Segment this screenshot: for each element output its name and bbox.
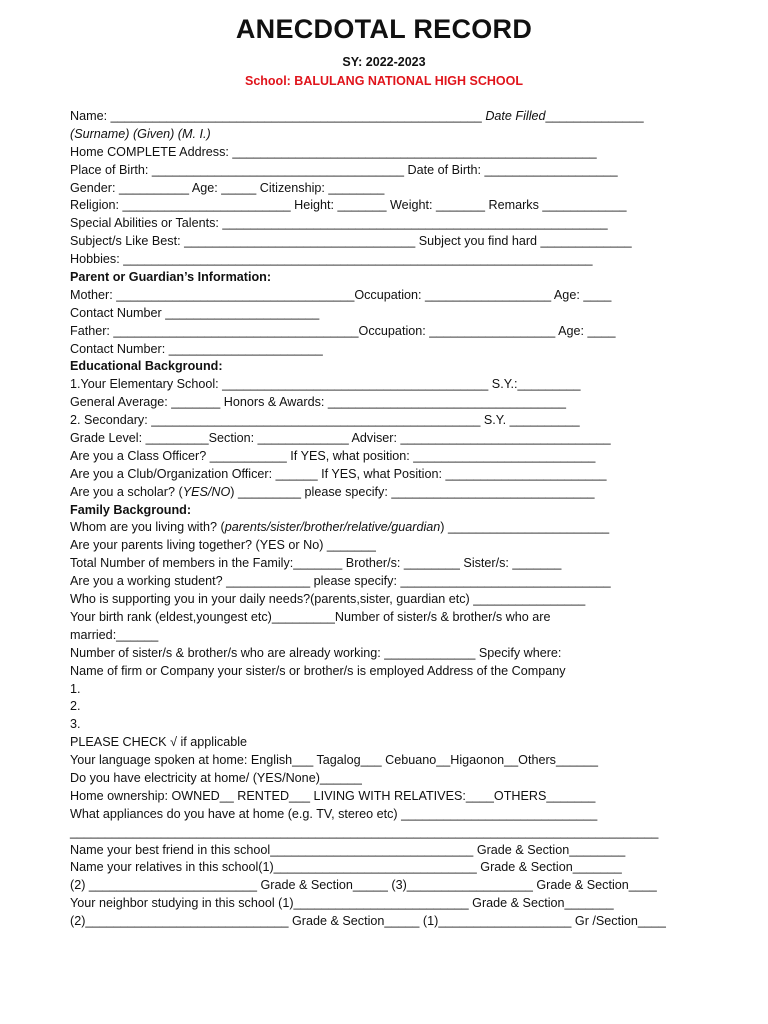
form-line — [70, 806, 710, 824]
form-line-text: What appliances do you have at home (e.g. TV, stereo etc) ____________________________ — [70, 806, 598, 821]
form-line-text: ) _________ please specify: _____________________________ — [230, 484, 595, 499]
form-line — [70, 341, 710, 359]
form-line-text: parents/sister/brother/relative/guardian — [224, 520, 441, 535]
form-line-text: (2)_____________________________ Grade & Section_____ (1)___________________ Gr /Section____ — [70, 914, 666, 929]
form-line-text: Are you a Club/Organization Officer: ______ If YES, what Position: _______________________ — [70, 466, 607, 481]
form-line — [70, 734, 710, 752]
form-line-text: 1. — [70, 681, 81, 696]
form-line-text: Father: ___________________________________Occupation: __________________ Age: ____ — [70, 323, 616, 338]
form-line-text: Whom are you living with? ( — [70, 520, 225, 535]
form-line — [70, 448, 710, 466]
form-line-text: Do you have electricity at home/ (YES/None)______ — [70, 770, 362, 785]
form-line-text: PLEASE CHECK √ if applicable — [70, 735, 248, 750]
form-line-text: Total Number of members in the Family:_______ Brother/s: ________ Sister/s: _______ — [70, 556, 562, 571]
form-line-text: Are you a scholar? ( — [70, 484, 183, 499]
form-line — [70, 573, 710, 591]
form-line-text: Your neighbor studying in this school (1)_________________________ Grade & Section_______ — [70, 896, 614, 911]
form-line-text: General Average: _______ Honors & Awards: __________________________________ — [70, 395, 567, 410]
form-line — [70, 537, 710, 555]
form-line-text: Educational Background: — [70, 359, 223, 374]
form-line — [70, 824, 710, 842]
form-line-text: Name: _____________________________________________________ — [70, 109, 486, 123]
form-line-text: Are you a working student? ____________ please specify: ______________________________ — [70, 574, 611, 589]
form-line — [70, 555, 710, 573]
section-heading — [70, 502, 710, 520]
form-line — [70, 770, 710, 788]
form-line-text: Parent or Guardian’s Information: — [70, 270, 272, 285]
form-line — [70, 108, 710, 126]
form-line — [70, 180, 710, 198]
school-name: School: BALULANG NATIONAL HIGH SCHOOL — [245, 74, 523, 88]
form-line-text: Family Background: — [70, 502, 192, 517]
form-line-text: YES/NO — [182, 484, 231, 499]
form-line-text: ______________ — [545, 109, 644, 123]
form-line-text: 2. — [70, 699, 81, 714]
form-line-text: Number of sister/s & brother/s who are already working: _____________ Specify where: — [70, 645, 562, 660]
form-line — [70, 233, 710, 251]
form-line-text: Your language spoken at home: English___ Tagalog___ Cebuano__Higaonon__Others______ — [70, 753, 598, 768]
form-line — [70, 126, 710, 144]
form-line — [70, 412, 710, 430]
form-line-text: ____________________________________________________________________________________ — [70, 824, 659, 839]
form-line — [70, 162, 710, 180]
form-line-text: Special Abilities or Talents: _______________________________________________________ — [70, 216, 608, 231]
form-line — [70, 484, 710, 502]
form-line-text: Home ownership: OWNED__ RENTED___ LIVING WITH RELATIVES:____OTHERS_______ — [70, 788, 596, 803]
form-line-text: 1.Your Elementary School: ______________________________________ S.Y.:_________ — [70, 377, 581, 392]
form-line — [70, 287, 710, 305]
form-line — [70, 681, 710, 699]
form-line-text: Grade Level: _________Section: _____________ Adviser: ______________________________ — [70, 431, 611, 446]
form-line-text: Who is supporting you in your daily needs?(parents,sister, guardian etc) ________________ — [70, 592, 586, 607]
form-body — [70, 108, 710, 931]
form-line-text: Name of firm or Company your sister/s or brother/s is employed Address of the Company — [70, 663, 566, 678]
form-line — [70, 215, 710, 233]
section-heading — [70, 269, 710, 287]
form-line — [70, 788, 710, 806]
form-line — [70, 663, 710, 681]
form-line-text: Name your best friend in this school_____________________________ Grade & Section________ — [70, 842, 626, 857]
form-line-text: 2. Secondary: _______________________________________________ S.Y. __________ — [70, 413, 580, 428]
form-title: ANECDOTAL RECORD — [235, 14, 533, 44]
form-line-text: Gender: __________ Age: _____ Citizenship: ________ — [70, 180, 385, 195]
form-line — [70, 698, 710, 716]
form-line — [70, 877, 710, 895]
form-line — [70, 859, 710, 877]
form-line — [70, 895, 710, 913]
form-line — [70, 376, 710, 394]
form-line — [70, 323, 710, 341]
form-line — [70, 609, 710, 627]
form-line — [70, 627, 710, 645]
form-line — [70, 842, 710, 860]
form-line-text: Place of Birth: ____________________________________ Date of Birth: ___________________ — [70, 162, 618, 177]
form-line-text: Contact Number: ______________________ — [70, 341, 323, 356]
form-line-text: Mother: __________________________________Occupation: __________________ Age: ____ — [70, 287, 612, 302]
form-line-text: Contact Number ______________________ — [70, 305, 320, 320]
form-line — [70, 591, 710, 609]
form-line-text: (Surname) (Given) (M. I.) — [70, 126, 211, 141]
form-line — [70, 305, 710, 323]
form-line-text: married:______ — [70, 627, 159, 642]
form-line — [70, 519, 710, 537]
form-line — [70, 197, 710, 215]
form-line-text: Are you a Class Officer? ___________ If YES, what position: __________________________ — [70, 448, 596, 463]
form-line — [70, 913, 710, 931]
form-line — [70, 466, 710, 484]
school-year: SY: 2022-2023 — [342, 55, 426, 69]
form-line-text: Hobbies: ___________________________________________________________________ — [70, 252, 593, 267]
form-line-text: Your birth rank (eldest,youngest etc)_________Number of sister/s & brother/s who are — [70, 609, 551, 624]
form-line-text: Name your relatives in this school(1)_____________________________ Grade & Section_______ — [70, 860, 622, 875]
form-line — [70, 394, 710, 412]
section-heading — [70, 358, 710, 376]
form-line-text: Home COMPLETE Address: ____________________________________________________ — [70, 144, 597, 159]
form-line — [70, 251, 710, 269]
form-line-text: Date Filled — [485, 109, 546, 123]
form-line — [70, 645, 710, 663]
form-line-text: (2) ________________________ Grade & Section_____ (3)__________________ Grade & Section____ — [70, 878, 657, 893]
form-line-text: 3. — [70, 717, 81, 732]
form-line-text: ) _______________________ — [440, 520, 610, 535]
form-line-text: Are your parents living together? (YES or No) _______ — [70, 538, 376, 553]
form-line — [70, 752, 710, 770]
form-line-text: Subject/s Like Best: _________________________________ Subject you find hard _____________ — [70, 234, 632, 249]
form-line — [70, 716, 710, 734]
form-line — [70, 430, 710, 448]
form-line-text: Religion: ________________________ Height: _______ Weight: _______ Remarks ____________ — [70, 198, 627, 213]
form-line — [70, 144, 710, 162]
